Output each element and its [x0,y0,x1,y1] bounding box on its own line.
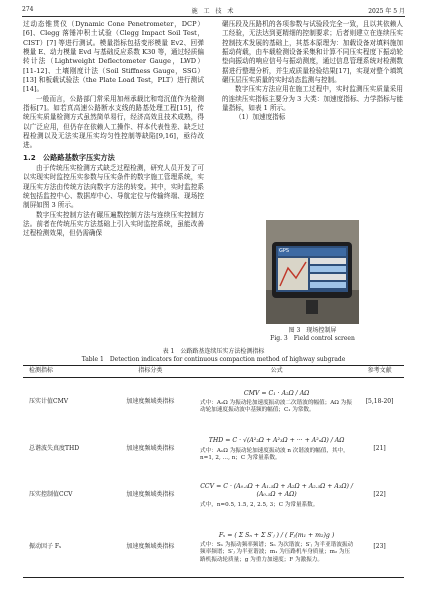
right-paragraph-2: 数字压实方法应用在施工过程中，实时监测压实质量采用的连续压实指标主要分为 3 大类：加速度指标、力学指标与能量指标，如表 1 所示。 [222,85,403,113]
table-title-cn: 表 1 公路路基连续压实方法检测指标 [162,348,265,355]
indicator-name: 总谐波失真度THD [29,445,80,453]
left-column [23,20,204,239]
indicator-table [23,365,404,578]
left-paragraph-4: 数字压实控制方法有碾压遍数控制方法与连续压实控制方法。前者在传统压实方法基础上引入实时监控系统，虽能改善过程检测效果，但仍需确保 [23,210,204,238]
indicator-category: 加速度频域类指标 [103,518,198,578]
formula-description: 式中，n=0.5, 1.5, 2, 2.5, 3；C 为常量系数。 [200,501,319,508]
formula: THD = C · √(A²₂Ω + A²₃Ω + ··· + A²ₙΩ) / AΩ [208,437,345,445]
reference: [22] [373,491,386,499]
figure-caption-cn: 图 3 现场控制屏 [288,327,337,334]
reference: [23] [355,518,404,578]
table-title-en: Table 1 Detection indicators for continuous compaction method of highway subgrade [81,356,346,363]
field-control-screen-photo [266,220,359,324]
left-paragraph-1: 过动态锥贯仪（Dynamic Cone Penetrometer，DCP）[6]、Clegg 落锤冲积土试验（Clegg Impact Soil Test，CIST）[7] 等进行测试。模量指标包括变形模量 Ev2、回弹模量 E、动力模量 Evd 与基础反应系数 K30 等，通过轻质偏转计法（Lightweight Deflectometer Gauge，LWD）[11-12]、土壤刚度计法（Soil Stiffness Gauge，SSG）[13] 和板载试验法（the Plate Load Test，PLT）进行测试[14]。 [23,20,204,94]
table-row [23,426,404,474]
figure-caption-en: Fig. 3 Field control screen [270,335,355,342]
header-category: 指标分类 [103,366,198,378]
formula: CCV = C · (A₀.₅Ω + A₁.₅Ω + A₂Ω + A₂.₅Ω + A₃Ω) / (A₀.₅Ω + AΩ) [200,483,353,499]
left-paragraph-3: 由于传统压实检测方式缺乏过程检测，研究人员开发了可以实现实时监控压实参数与压实条件的数字施工管理系统，实现压实方法由传统方法向数字方法的转变。其中，实时监控系统包括监控中心、数据库中心、导航定位与传输终端、现场控制屏如图 3 所示。 [23,163,204,210]
header-formula: 公式 [198,366,355,378]
reference: [21] [373,445,386,453]
page-header [22,4,405,17]
table-row [23,378,404,426]
header-indicator: 检测指标 [23,366,103,378]
header-reference: 参考文献 [355,366,404,378]
subheading-acceleration: （1）加速度指标 [235,113,286,122]
right-column [222,20,403,123]
left-paragraph-2: 一般而言，公路部门常采用加州承载比和弯沉值作为检测指标[7]。如若真高速公路断水支线的路基处理工程[15]，传统压实质量检测方式虽然简单易行，经济高效且技术成熟，得以广泛应用，但仍存在依赖人工操作、样本代表性差、缺乏过程检测以及无法实现压实均匀性控制等缺陷[9,16]，亟待改进。 [23,94,204,150]
formula: CMV = C₁ · A₂Ω / AΩ [243,389,310,397]
indicator-category: 加速度频域类指标 [126,397,175,405]
screen-gps-label: GPS [279,248,290,254]
formula: Fₛ = ( Σ Sₙ + Σ S′ⱼ ) / ( Fⱼ(m₁ + m₂)g ) [218,531,335,539]
indicator-name: 压实控制值CCV [29,491,73,499]
formula-description: 式中：A₂Ω 为振动轮加速度振动波二次谐波的幅值；AΩ 为振动轮加速度振动波中基频的幅值；C₁ 为常数。 [200,399,352,414]
indicator-category: 加速度频域类指标 [126,445,175,453]
formula-description: 式中：Sₙ 为振动频率频谱；Sₙ 为次谐波；S′ⱼ 为半亚谐波振动频率频谱；S′ⱼ 为半亚谐波；m₁ 为压路机车身质量；m₂ 为压路机振动轮质量；g 为重力加速度；F 为激振力。 [200,541,354,563]
indicator-category: 加速度频域类指标 [126,491,175,499]
journal-name: 施 工 技 术 [191,8,236,15]
section-heading-1-2: 1.2 公路路基数字压实方法 [23,152,115,162]
page-number: 274 [22,6,34,13]
issue-date: 2025 年 5 月 [368,8,405,15]
table-row [23,518,404,578]
table-row [23,474,404,518]
right-paragraph-1: 碾压段及压路机的各项参数与试验段完全一致，且以其依赖人工经验，无法达到更精细的控制要求；后者则建立在连续压实控制技术发展的基础上，其基本原理为：加载设备对填料施加振动荷载，由车载检测设备采集和计算不同压实程度下振动轮垫向振动的响应信号与振动测度，通过信息管理系统对检测数据进行整理分析，并生成质量检验结果[17]，实现对整个填筑碾压层压实质量的实时动态监测与控制。 [222,20,403,85]
formula-description: 式中：AₙΩ 为振动轮加速度振动波 n 次谐波的幅值，其中，n=1, 2, …, n；C 为常量系数。 [200,447,349,462]
indicator-name: 压实计值CMV [29,397,69,405]
reference: [5,18-20] [365,397,394,405]
indicator-name: 振动因子 Fₛ [23,518,103,578]
table-header-row [23,366,404,378]
